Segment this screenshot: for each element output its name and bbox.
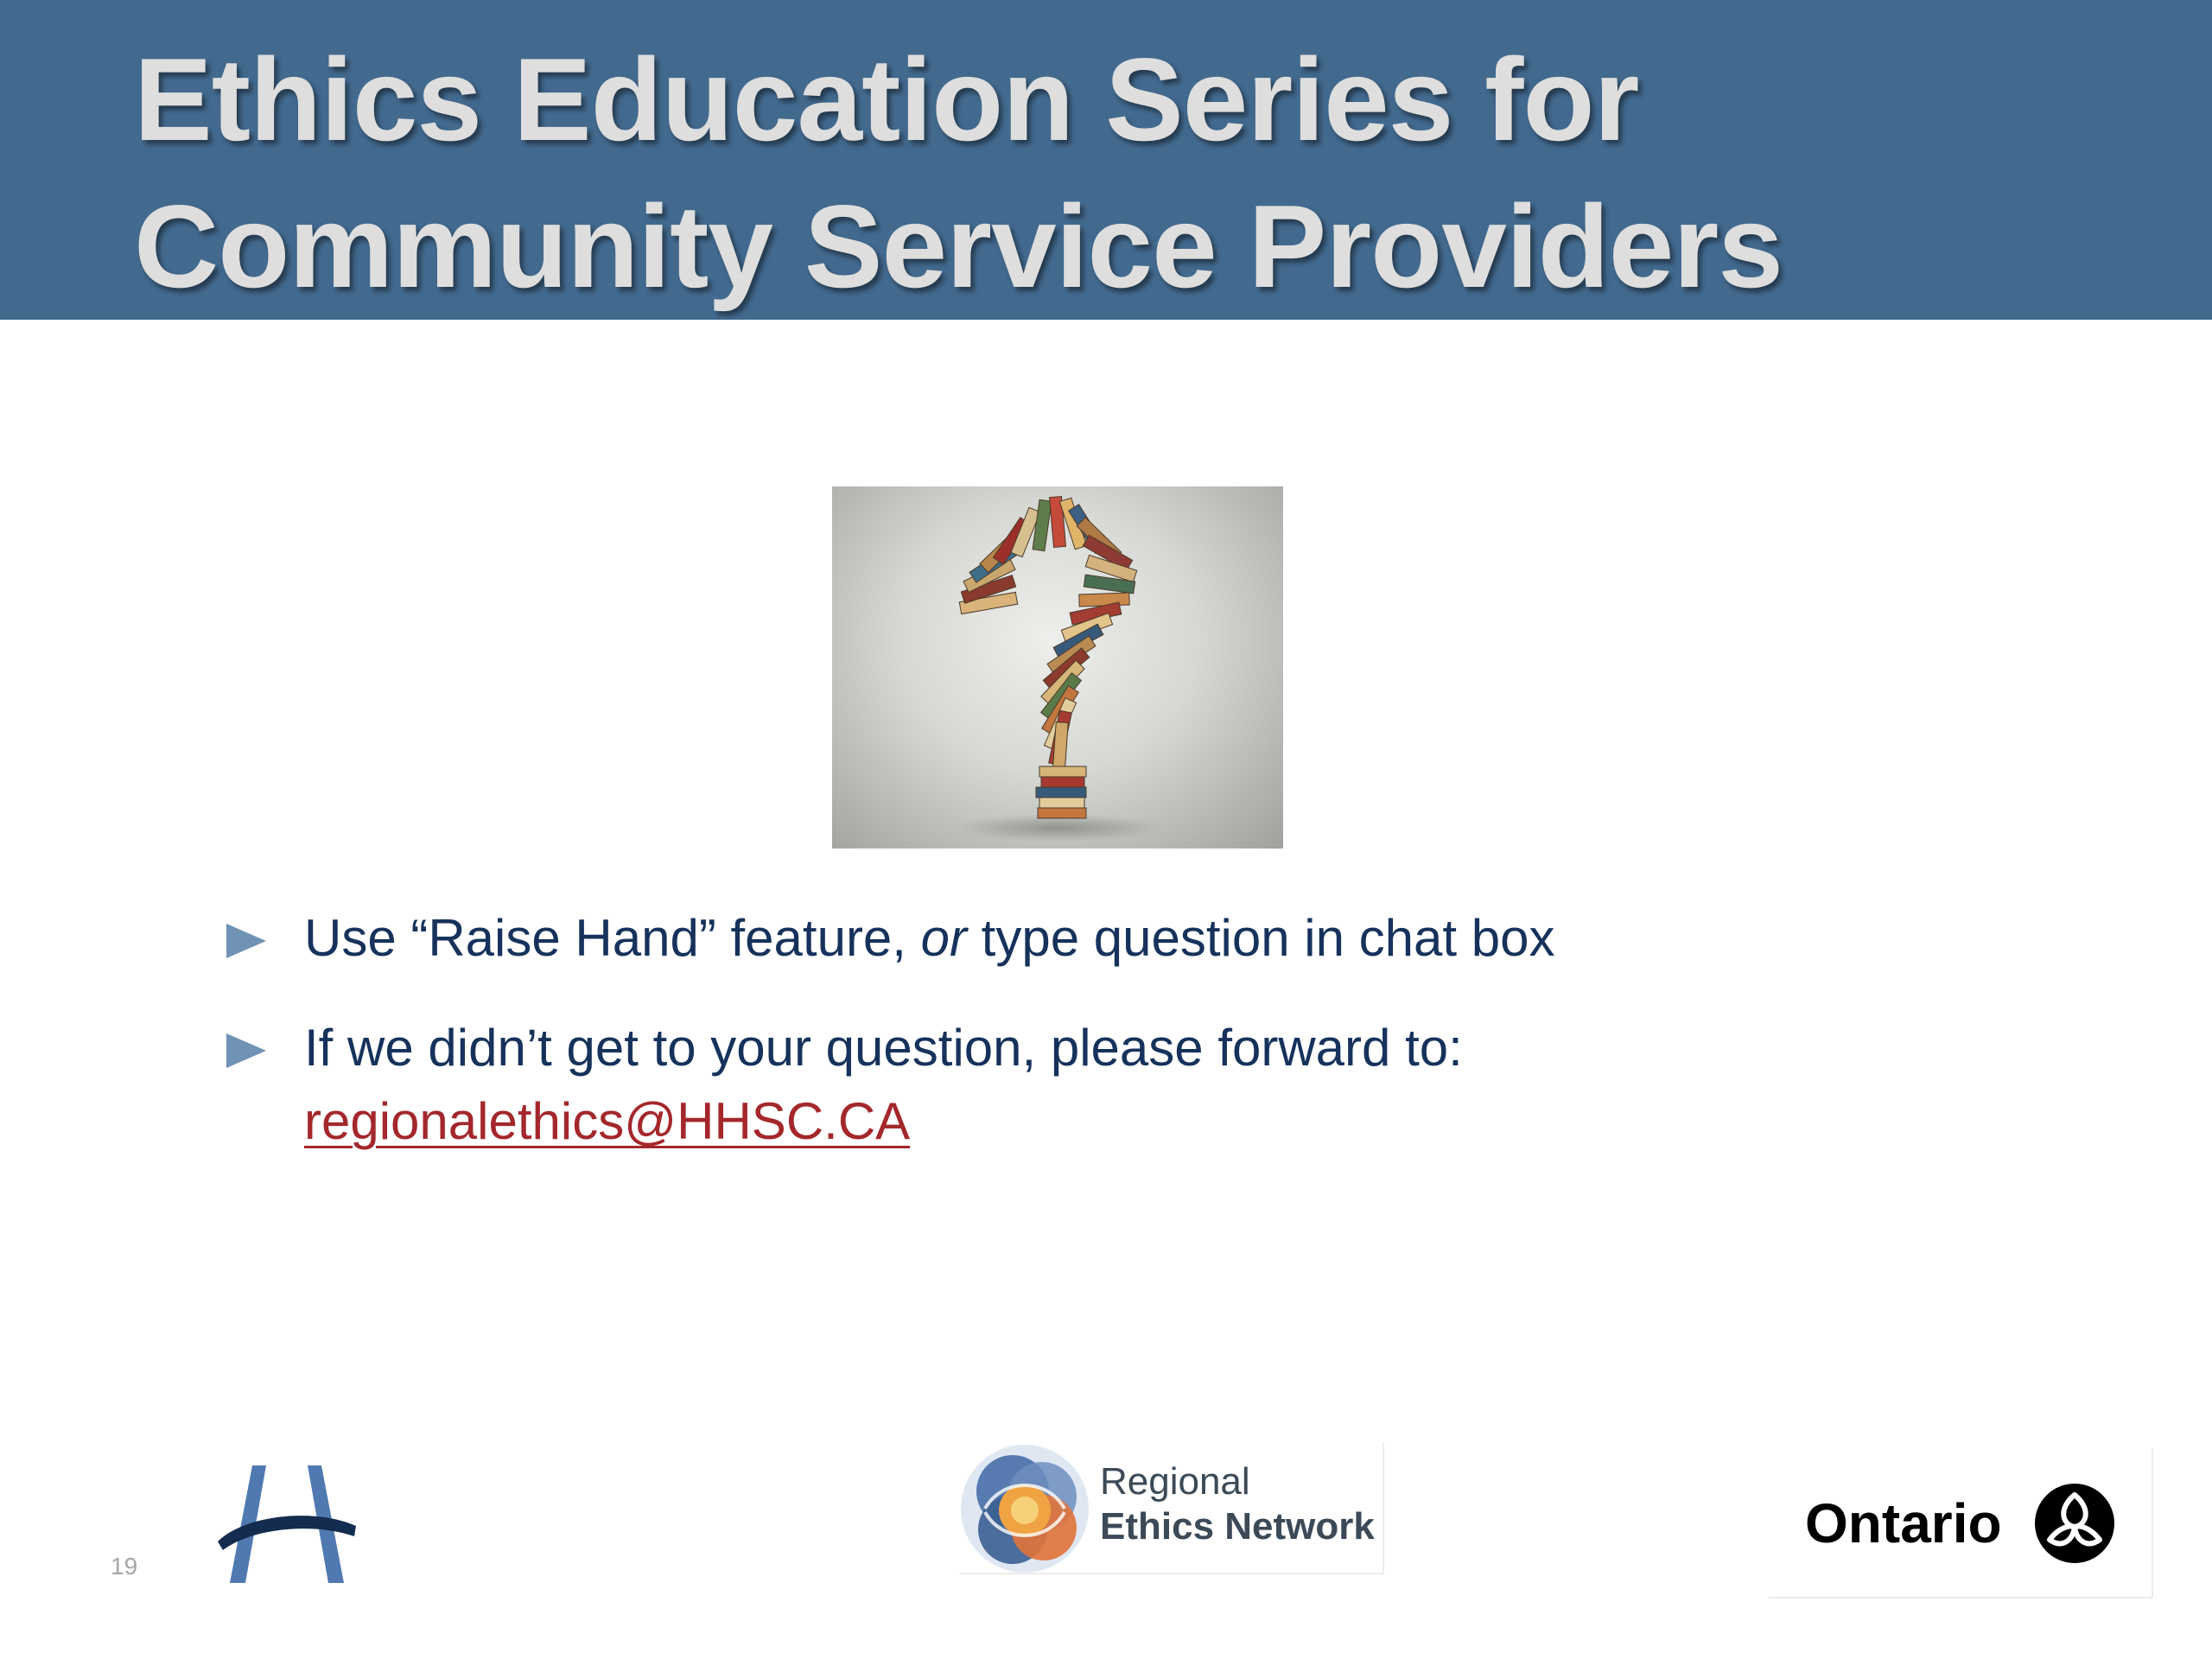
hamilton-health-sciences-logo-icon	[218, 1465, 356, 1586]
regional-ethics-network-logo-icon	[959, 1443, 1090, 1574]
title-line-2: Community Service Providers	[134, 181, 1783, 312]
slide-header	[0, 0, 2212, 320]
bullet-text-start: Use “Raise Hand” feature,	[304, 909, 921, 967]
slide-number: 19	[111, 1553, 138, 1580]
email-link[interactable]: regionalethics@HHSC.CA	[304, 1092, 911, 1150]
ontario-logo-text: Ontario	[1805, 1492, 2002, 1554]
bullet-text-end: type question in chat box	[967, 909, 1555, 967]
ren-logo-line-2: Ethics Network	[1100, 1505, 1375, 1548]
bullet-item	[226, 1011, 1868, 1158]
regional-ethics-network-logo	[959, 1443, 1384, 1574]
bullet-arrow-icon	[226, 924, 266, 958]
question-mark-of-books-icon	[832, 486, 1283, 849]
bullet-emphasis: or	[920, 909, 968, 967]
slide-title	[134, 26, 1783, 320]
bullet-text: If we didn’t get to your question, please forward to:	[304, 1019, 1463, 1077]
title-line-1: Ethics Education Series for	[134, 34, 1639, 165]
trillium-icon	[2034, 1483, 2115, 1564]
bullet-list	[226, 901, 1868, 1194]
ren-logo-line-1: Regional	[1100, 1460, 1250, 1503]
bullet-item	[226, 901, 1868, 975]
ontario-logo	[1769, 1448, 2153, 1599]
bullet-arrow-icon	[226, 1033, 266, 1068]
